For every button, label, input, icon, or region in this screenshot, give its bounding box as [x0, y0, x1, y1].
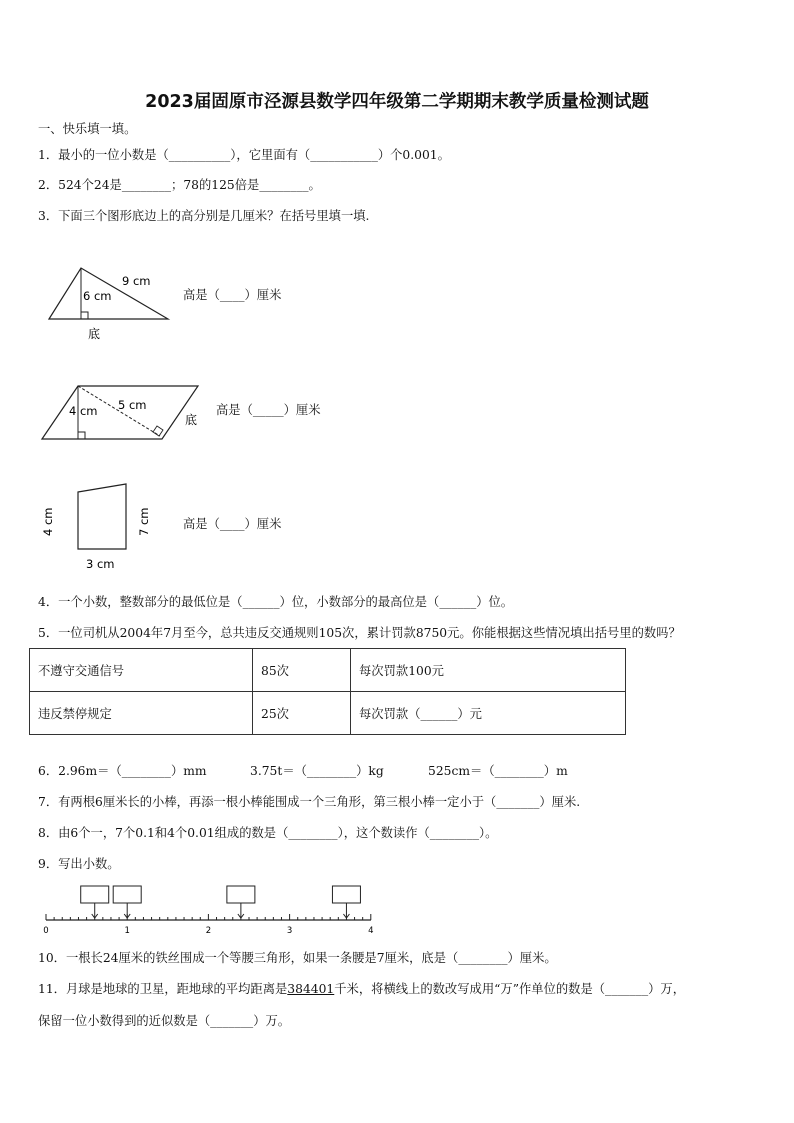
question-3: 3．下面三个图形底边上的高分别是几厘米？在括号里填一填.: [38, 209, 370, 223]
number-line-tick-label: 3: [286, 926, 293, 936]
question-2: 2．524个24是________；78的125倍是________。: [38, 178, 321, 192]
question-8: 8．由6个一，7个0.1和4个0.01组成的数是（________），这个数读作（________）。: [38, 826, 498, 840]
parallelogram-diagonal-label: 5 cm: [118, 398, 147, 412]
question-10: 10．一根长24厘米的铁丝围成一个等腰三角形，如果一条腰是7厘米，底是（________）厘米。: [38, 951, 557, 965]
table-cell: 25次: [253, 692, 351, 735]
question-6-part-1: 6．2.96m＝（________）mm: [38, 764, 207, 778]
question-6-part-3: 525cm＝（________）m: [428, 764, 568, 778]
triangle-side-label: 9 cm: [122, 274, 151, 288]
page-title: 2023届固原市泾源县数学四年级第二学期期末教学质量检测试题: [145, 92, 649, 112]
table-row: [30, 649, 626, 692]
number-line: [36, 882, 386, 938]
question-9: 9．写出小数。: [38, 857, 120, 871]
answer-box: [332, 886, 360, 903]
trapezoid-bottom-label: 3 cm: [86, 557, 115, 571]
question-1: 1．最小的一位小数是（__________），它里面有（___________）个0.001。: [38, 148, 450, 162]
number-line-tick-label: 2: [205, 926, 212, 936]
question-4: 4．一个小数，整数部分的最低位是（______）位，小数部分的最高位是（______）位。: [38, 595, 514, 609]
fines-table: [29, 648, 626, 735]
question-11-line-2: 保留一位小数得到的近似数是（_______）万。: [38, 1014, 291, 1028]
parallelogram-figure: [36, 380, 206, 450]
table-cell: 每次罚款（______）元: [351, 692, 626, 735]
question-5: 5．一位司机从2004年7月至今，总共违反交通规则105次，累计罚款8750元。你能根据这些情况填出括号里的数吗？: [38, 626, 681, 640]
table-cell: 不遵守交通信号: [30, 649, 253, 692]
question-11-line-1: [38, 981, 685, 997]
trapezoid-right-label: 7 cm: [137, 507, 151, 536]
question-11-text: 11．月球是地球的卫星，距地球的平均距离是: [38, 982, 288, 996]
trapezoid-figure: [40, 478, 160, 573]
answer-box: [113, 886, 141, 903]
question-11-underlined-number: 384401: [287, 982, 335, 996]
table-cell: 每次罚款100元: [351, 649, 626, 692]
number-line-tick-label: 4: [368, 926, 374, 936]
section-heading: 一、快乐填一填。: [38, 122, 137, 136]
question-6-part-2: 3.75t＝（________）kg: [250, 764, 384, 778]
parallelogram-side-label: 4 cm: [69, 404, 98, 418]
number-line-tick-label: 1: [124, 926, 130, 936]
number-line-tick-label: 0: [43, 926, 49, 936]
answer-box: [81, 886, 109, 903]
trapezoid-left-label: 4 cm: [41, 507, 55, 536]
trapezoid-answer: 高是（____）厘米: [183, 517, 282, 531]
parallelogram-base-label: 底: [185, 413, 198, 427]
triangle-answer: 高是（____）厘米: [183, 288, 282, 302]
table-cell: 违反禁停规定: [30, 692, 253, 735]
parallelogram-answer: 高是（_____）厘米: [216, 403, 321, 417]
table-row: [30, 692, 626, 735]
answer-box: [227, 886, 255, 903]
triangle-base-label: 底: [88, 327, 101, 341]
question-11-text-end: 千米，将横线上的数改写成用“万”作单位的数是（_______）万，: [334, 982, 685, 996]
triangle-height-label: 6 cm: [83, 289, 112, 303]
question-7: 7．有两根6厘米长的小棒，再添一根小棒能围成一个三角形，第三根小棒一定小于（_______）厘米.: [38, 795, 581, 809]
table-cell: 85次: [253, 649, 351, 692]
triangle-figure: [40, 258, 180, 348]
